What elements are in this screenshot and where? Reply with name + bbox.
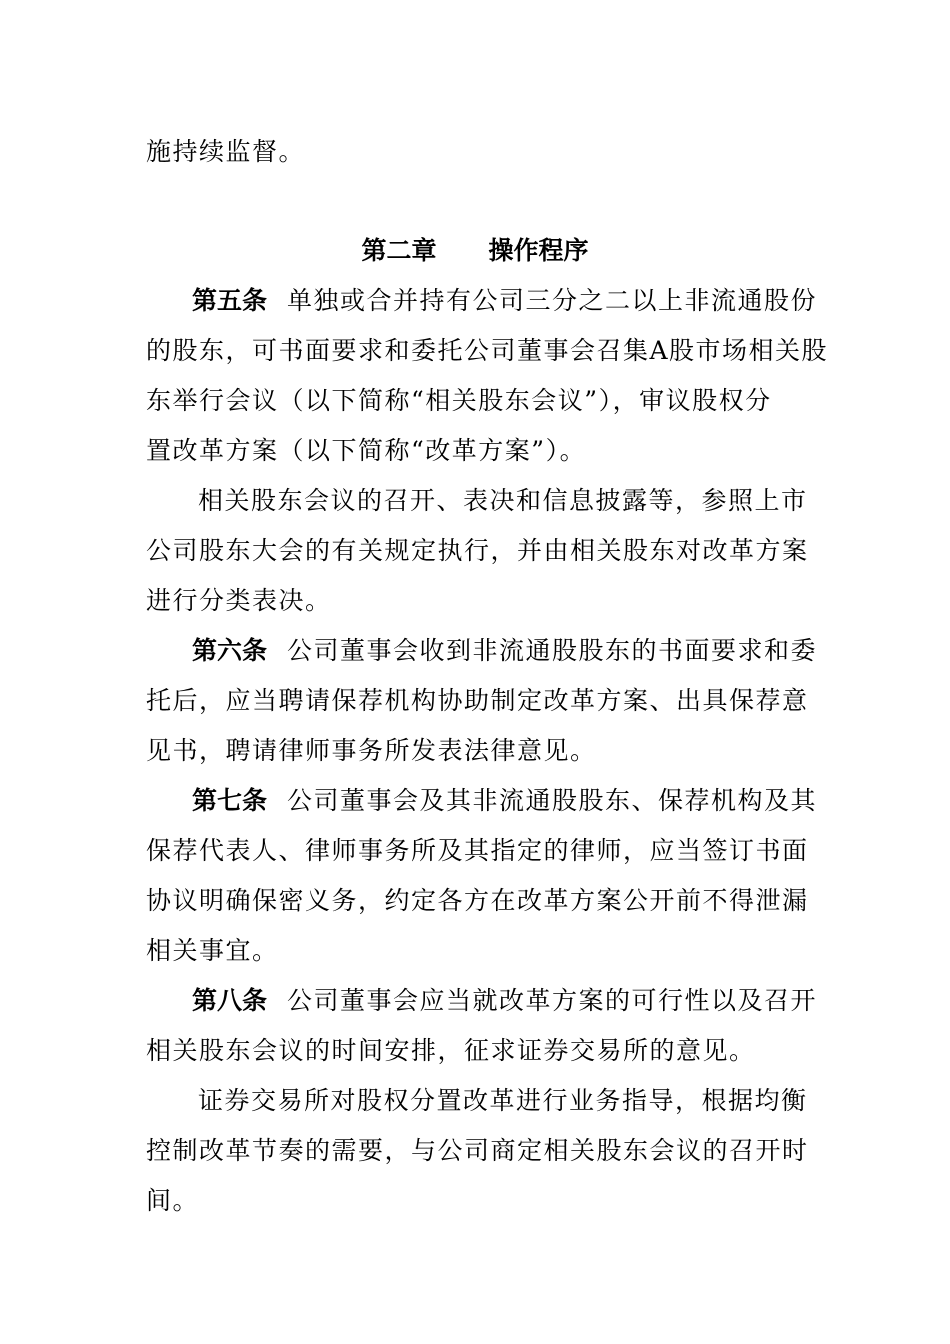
article-5-line-2: 的股东，可书面要求和委托公司董事会召集A股市场相关股 bbox=[146, 336, 829, 365]
article-7-line-1 bbox=[192, 786, 818, 816]
article-8-label: 第八条 bbox=[192, 986, 268, 1015]
article-6-line-1 bbox=[192, 636, 818, 666]
article-6-line-3: 见书，聘请律师事务所发表法律意见。 bbox=[146, 736, 597, 765]
chapter-title: 操作程序 bbox=[488, 236, 589, 265]
article-8-para2-line-2: 控制改革节奏的需要，与公司商定相关股东会议的召开时 bbox=[146, 1136, 809, 1165]
article-5-text: 单独或合并持有公司三分之二以上非流通股份 bbox=[287, 286, 818, 315]
article-6-label: 第六条 bbox=[192, 636, 268, 665]
article-5-para2-line-1: 相关股东会议的召开、表决和信息披露等，参照上市 bbox=[198, 486, 808, 515]
chapter-heading bbox=[0, 236, 950, 266]
article-7-text: 公司董事会及其非流通股股东、保荐机构及其 bbox=[287, 786, 818, 815]
article-8-text: 公司董事会应当就改革方案的可行性以及召开 bbox=[287, 986, 818, 1015]
article-7-line-4: 相关事宜。 bbox=[146, 936, 279, 965]
article-5-para2-line-3: 进行分类表决。 bbox=[146, 586, 332, 615]
continuation-text: 施持续监督。 bbox=[146, 137, 306, 166]
article-5-label: 第五条 bbox=[192, 286, 268, 315]
article-8-line-1 bbox=[192, 986, 818, 1016]
article-8-line-2: 相关股东会议的时间安排，征求证券交易所的意见。 bbox=[146, 1036, 756, 1065]
article-7-line-3: 协议明确保密义务，约定各方在改革方案公开前不得泄漏 bbox=[146, 886, 809, 915]
chapter-number: 第二章 bbox=[361, 236, 437, 265]
article-6-text: 公司董事会收到非流通股股东的书面要求和委 bbox=[287, 636, 818, 665]
article-7-line-2: 保荐代表人、律师事务所及其指定的律师，应当签订书面 bbox=[146, 836, 809, 865]
article-5-line-1 bbox=[192, 286, 818, 316]
article-5-line-4: 置改革方案（以下简称“改革方案”）。 bbox=[146, 436, 587, 465]
article-6-line-2: 托后，应当聘请保荐机构协助制定改革方案、出具保荐意 bbox=[146, 686, 809, 715]
article-7-label: 第七条 bbox=[192, 786, 268, 815]
article-5-line-3: 东举行会议（以下简称“相关股东会议”），审议股权分 bbox=[146, 386, 772, 415]
article-8-para2-line-3: 间。 bbox=[146, 1186, 200, 1215]
article-8-para2-line-1: 证券交易所对股权分置改革进行业务指导，根据均衡 bbox=[198, 1086, 808, 1115]
article-5-para2-line-2: 公司股东大会的有关规定执行，并由相关股东对改革方案 bbox=[146, 536, 809, 565]
